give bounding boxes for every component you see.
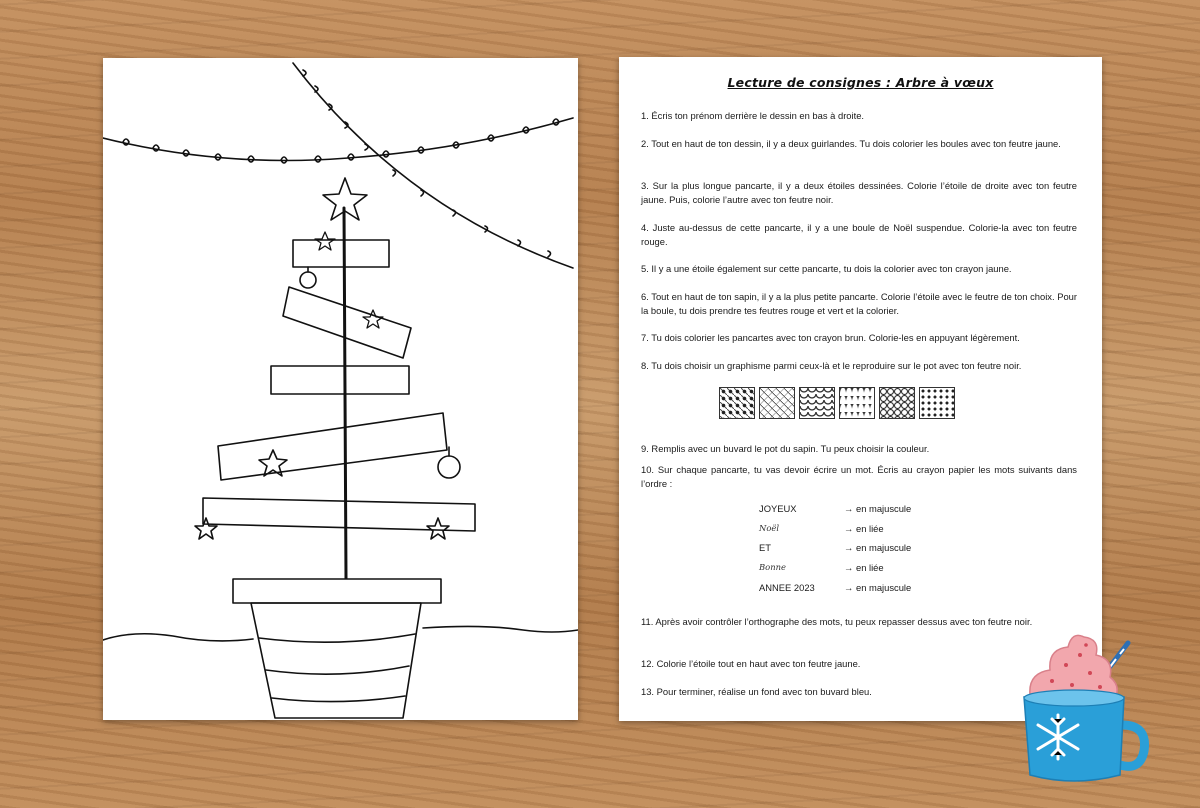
word: Bonne: [759, 562, 786, 573]
pattern-circles: [879, 387, 915, 419]
word-row: [759, 582, 1059, 602]
word-rule: → en majuscule: [844, 542, 912, 554]
board-1: [293, 240, 389, 267]
instruction-11: 11. Après avoir contrôler l’orthographe des mots, tu peux repasser dessus avec ton feutre noir.: [641, 616, 1033, 627]
word: ET: [759, 542, 771, 554]
word-row: [759, 542, 1059, 562]
pattern-arches: [839, 387, 875, 419]
christmas-tree-drawing: [103, 58, 578, 720]
coloring-page: [103, 58, 578, 720]
pattern-choices: [719, 387, 955, 419]
garland-left: [103, 118, 573, 161]
word-rule: → en majuscule: [844, 581, 912, 593]
word-rule: → en liée: [844, 562, 884, 574]
instruction-2: 2. Tout en haut de ton dessin, il y a deux guirlandes. Tu dois colorier les boules avec ton feutre jaune.: [641, 138, 1061, 149]
pot-rim: [233, 579, 441, 603]
instruction-7: 7. Tu dois colorier les pancartes avec ton crayon brun. Colorie-les en appuyant légèrement.: [641, 332, 1020, 343]
board-5-star-left-icon: [195, 518, 217, 539]
board-2: [283, 287, 411, 358]
instruction-13: 13. Pour terminer, réalise un fond avec ton buvard bleu.: [641, 686, 872, 697]
page-title: Lecture de consignes : Arbre à vœux: [727, 75, 994, 90]
instruction-6: 6. Tout en haut de ton sapin, il y a la plus petite pancarte. Colorie l’étoile avec le feutre de ton choix. Pour la boule, tu dois prendre tes feutres rouge et vert et la colorier.: [641, 291, 1077, 317]
garland-bulbs: [123, 70, 559, 257]
board-1-star-icon: [315, 232, 335, 250]
word-row: [759, 503, 1059, 523]
instruction-5: 5. Il y a une étoile également sur cette pancarte, tu dois la colorier avec ton crayon jaune.: [641, 263, 1012, 274]
word-list: [759, 503, 1059, 601]
instruction-3: 3. Sur la plus longue pancarte, il y a deux étoiles dessinées. Colorie l’étoile de droite avec ton feutre jaune. Puis, colorie l’autre avec ton feutre noir.: [641, 180, 1077, 206]
board-4: [218, 413, 447, 480]
instruction-9: 9. Remplis avec un buvard le pot du sapin. Tu peux choisir la couleur.: [641, 443, 930, 454]
word-row: [759, 523, 1059, 543]
word: ANNEE 2023: [759, 581, 815, 593]
word-rule: → en majuscule: [844, 503, 912, 514]
word: Noël: [759, 522, 780, 533]
instruction-10: 10. Sur chaque pancarte, tu vas devoir écrire un mot. Écris au crayon papier les mots suivants dans l’ordre :: [641, 464, 1077, 490]
instructions-page: [619, 57, 1102, 721]
hot-chocolate-mug-icon: [1010, 625, 1170, 790]
board-5-star-right-icon: [427, 518, 449, 539]
instruction-4: 4. Juste au-dessus de cette pancarte, il y a une boule de Noël suspendue. Colorie-la avec ton feutre rouge.: [641, 222, 1077, 248]
pattern-triangles: [759, 387, 795, 419]
instruction-12: 12. Colorie l’étoile tout en haut avec ton feutre jaune.: [641, 658, 861, 669]
tree-trunk: [344, 208, 346, 578]
pattern-dots: [919, 387, 955, 419]
ground-line: [103, 626, 578, 641]
garland-right: [293, 63, 573, 268]
word-rule: → en liée: [844, 522, 884, 534]
pattern-stars-grid: [719, 387, 755, 419]
board-3: [271, 366, 409, 394]
pattern-waves: [799, 387, 835, 419]
word-row: [759, 562, 1059, 582]
ornament-icon: [300, 272, 316, 288]
instruction-1: 1. Écris ton prénom derrière le dessin en bas à droite.: [641, 110, 865, 121]
word: JOYEUX: [759, 503, 797, 514]
ornament-icon: [438, 456, 460, 478]
instruction-8: 8. Tu dois choisir un graphisme parmi ceux-là et le reproduire sur le pot avec ton feutre noir.: [641, 360, 1022, 371]
